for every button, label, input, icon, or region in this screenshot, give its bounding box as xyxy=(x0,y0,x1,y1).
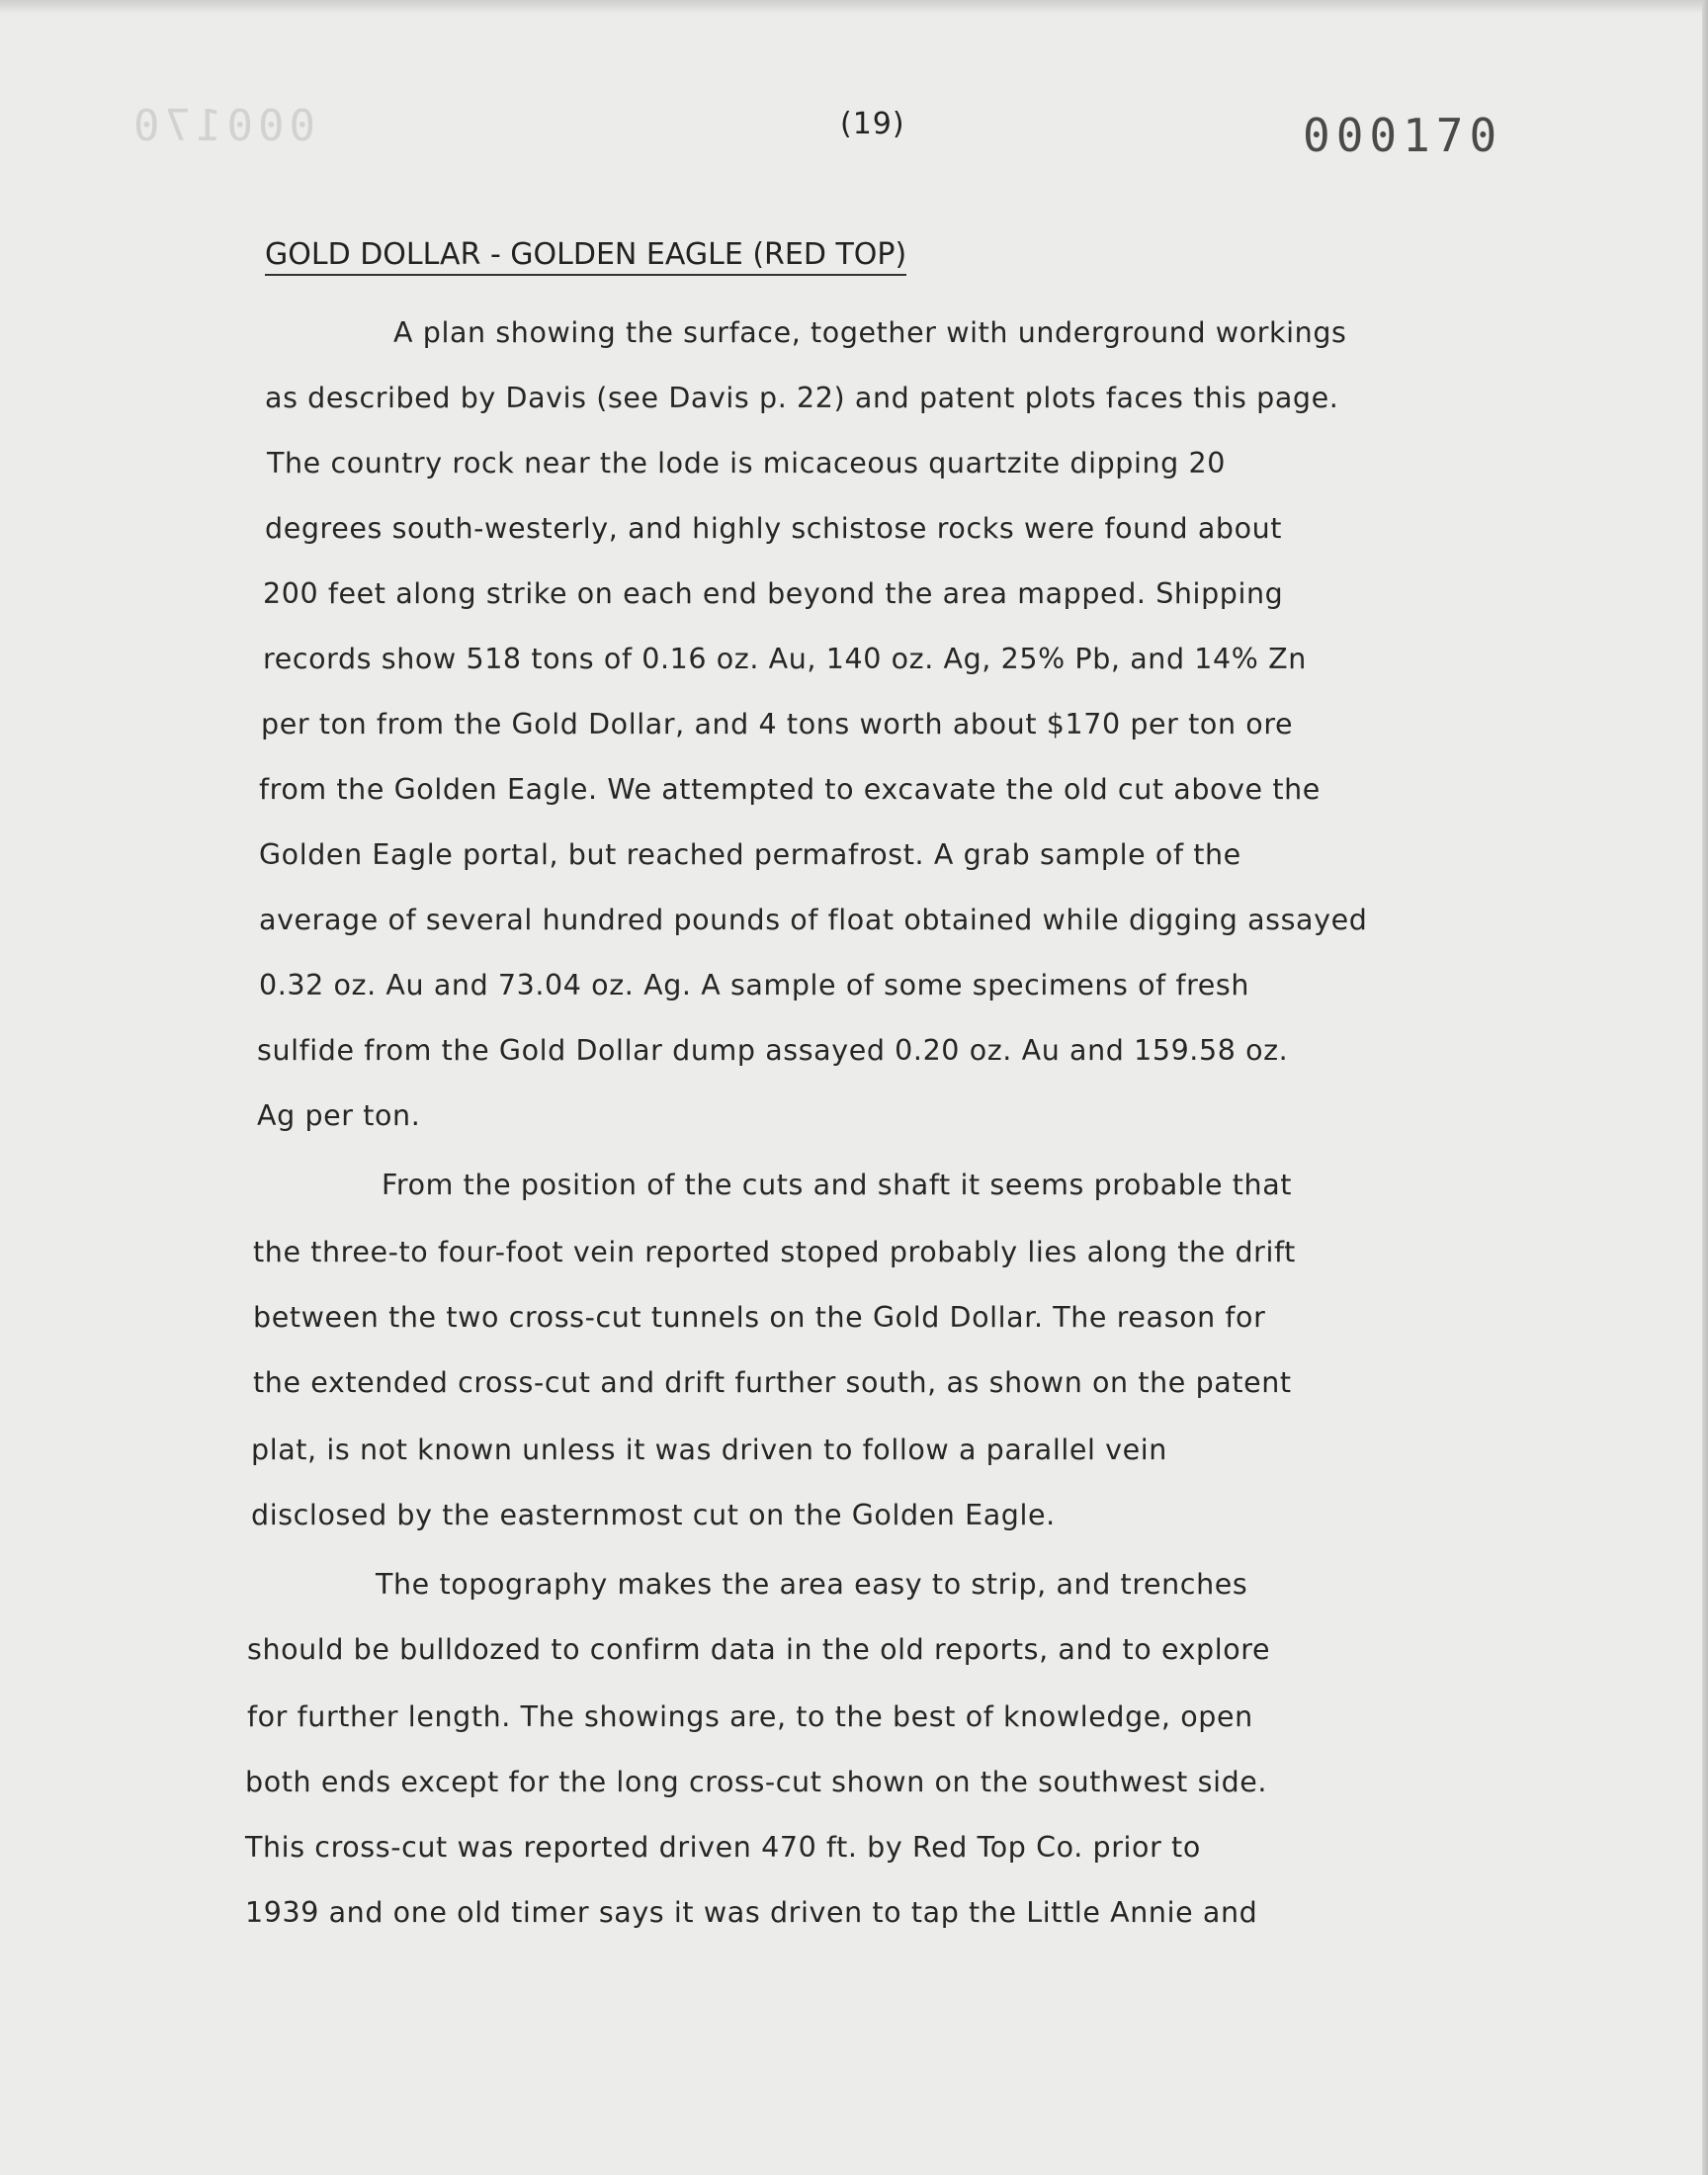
paragraph-1-line-7: per ton from the Gold Dollar, and 4 tons worth about $170 per ton ore xyxy=(261,708,1294,740)
paragraph-1-line-8: from the Golden Eagle. We attempted to excavate the old cut above the xyxy=(259,773,1321,806)
document-number-stamp: 000170 xyxy=(1303,109,1503,162)
paragraph-2-line-1: From the position of the cuts and shaft it seems probable that xyxy=(382,1169,1293,1201)
paragraph-1-line-13: Ag per ton. xyxy=(257,1099,421,1132)
paragraph-3-line-6: 1939 and one old timer says it was driven to tap the Little Annie and xyxy=(245,1896,1258,1929)
paragraph-1-line-2: as described by Davis (see Davis p. 22) and patent plots faces this page. xyxy=(265,382,1339,414)
paragraph-1-line-12: sulfide from the Gold Dollar dump assayed 0.20 oz. Au and 159.58 oz. xyxy=(257,1034,1289,1067)
paragraph-1-line-3: The country rock near the lode is micaceous quartzite dipping 20 xyxy=(267,447,1226,479)
paragraph-3-line-4: both ends except for the long cross-cut shown on the southwest side. xyxy=(245,1766,1268,1798)
paragraph-1-line-1: A plan showing the surface, together with underground workings xyxy=(393,316,1347,349)
paragraph-1-line-9: Golden Eagle portal, but reached permafrost. A grab sample of the xyxy=(259,838,1241,871)
paragraph-1-line-11: 0.32 oz. Au and 73.04 oz. Ag. A sample of some specimens of fresh xyxy=(259,969,1250,1001)
page-number: (19) xyxy=(840,107,905,141)
paragraph-3-line-3: for further length. The showings are, to the best of knowledge, open xyxy=(247,1700,1253,1733)
paragraph-2-line-2: the three-to four-foot vein reported stoped probably lies along the drift xyxy=(253,1236,1296,1268)
bleed-through-number: 000170 xyxy=(128,101,315,151)
paragraph-1-line-5: 200 feet along strike on each end beyond the area mapped. Shipping xyxy=(263,577,1284,610)
paragraph-1-line-10: average of several hundred pounds of float obtained while digging assayed xyxy=(259,904,1368,936)
paragraph-3-line-5: This cross-cut was reported driven 470 ft. by Red Top Co. prior to xyxy=(245,1831,1201,1864)
paragraph-1-line-6: records show 518 tons of 0.16 oz. Au, 140 oz. Ag, 25% Pb, and 14% Zn xyxy=(263,643,1307,675)
section-heading: GOLD DOLLAR - GOLDEN EAGLE (RED TOP) xyxy=(265,237,906,276)
paragraph-3-line-2: should be bulldozed to confirm data in the old reports, and to explore xyxy=(247,1633,1271,1666)
scan-top-edge xyxy=(0,0,1708,14)
scan-right-edge xyxy=(1702,0,1708,2175)
paragraph-3-line-1: The topography makes the area easy to strip, and trenches xyxy=(376,1568,1248,1601)
paragraph-2-line-6: disclosed by the easternmost cut on the Golden Eagle. xyxy=(251,1499,1056,1531)
paragraph-2-line-3: between the two cross-cut tunnels on the Gold Dollar. The reason for xyxy=(253,1301,1266,1334)
paragraph-1-line-4: degrees south-westerly, and highly schistose rocks were found about xyxy=(265,512,1283,545)
paragraph-2-line-4: the extended cross-cut and drift further south, as shown on the patent xyxy=(253,1366,1292,1399)
paragraph-2-line-5: plat, is not known unless it was driven to follow a parallel vein xyxy=(251,1434,1167,1466)
